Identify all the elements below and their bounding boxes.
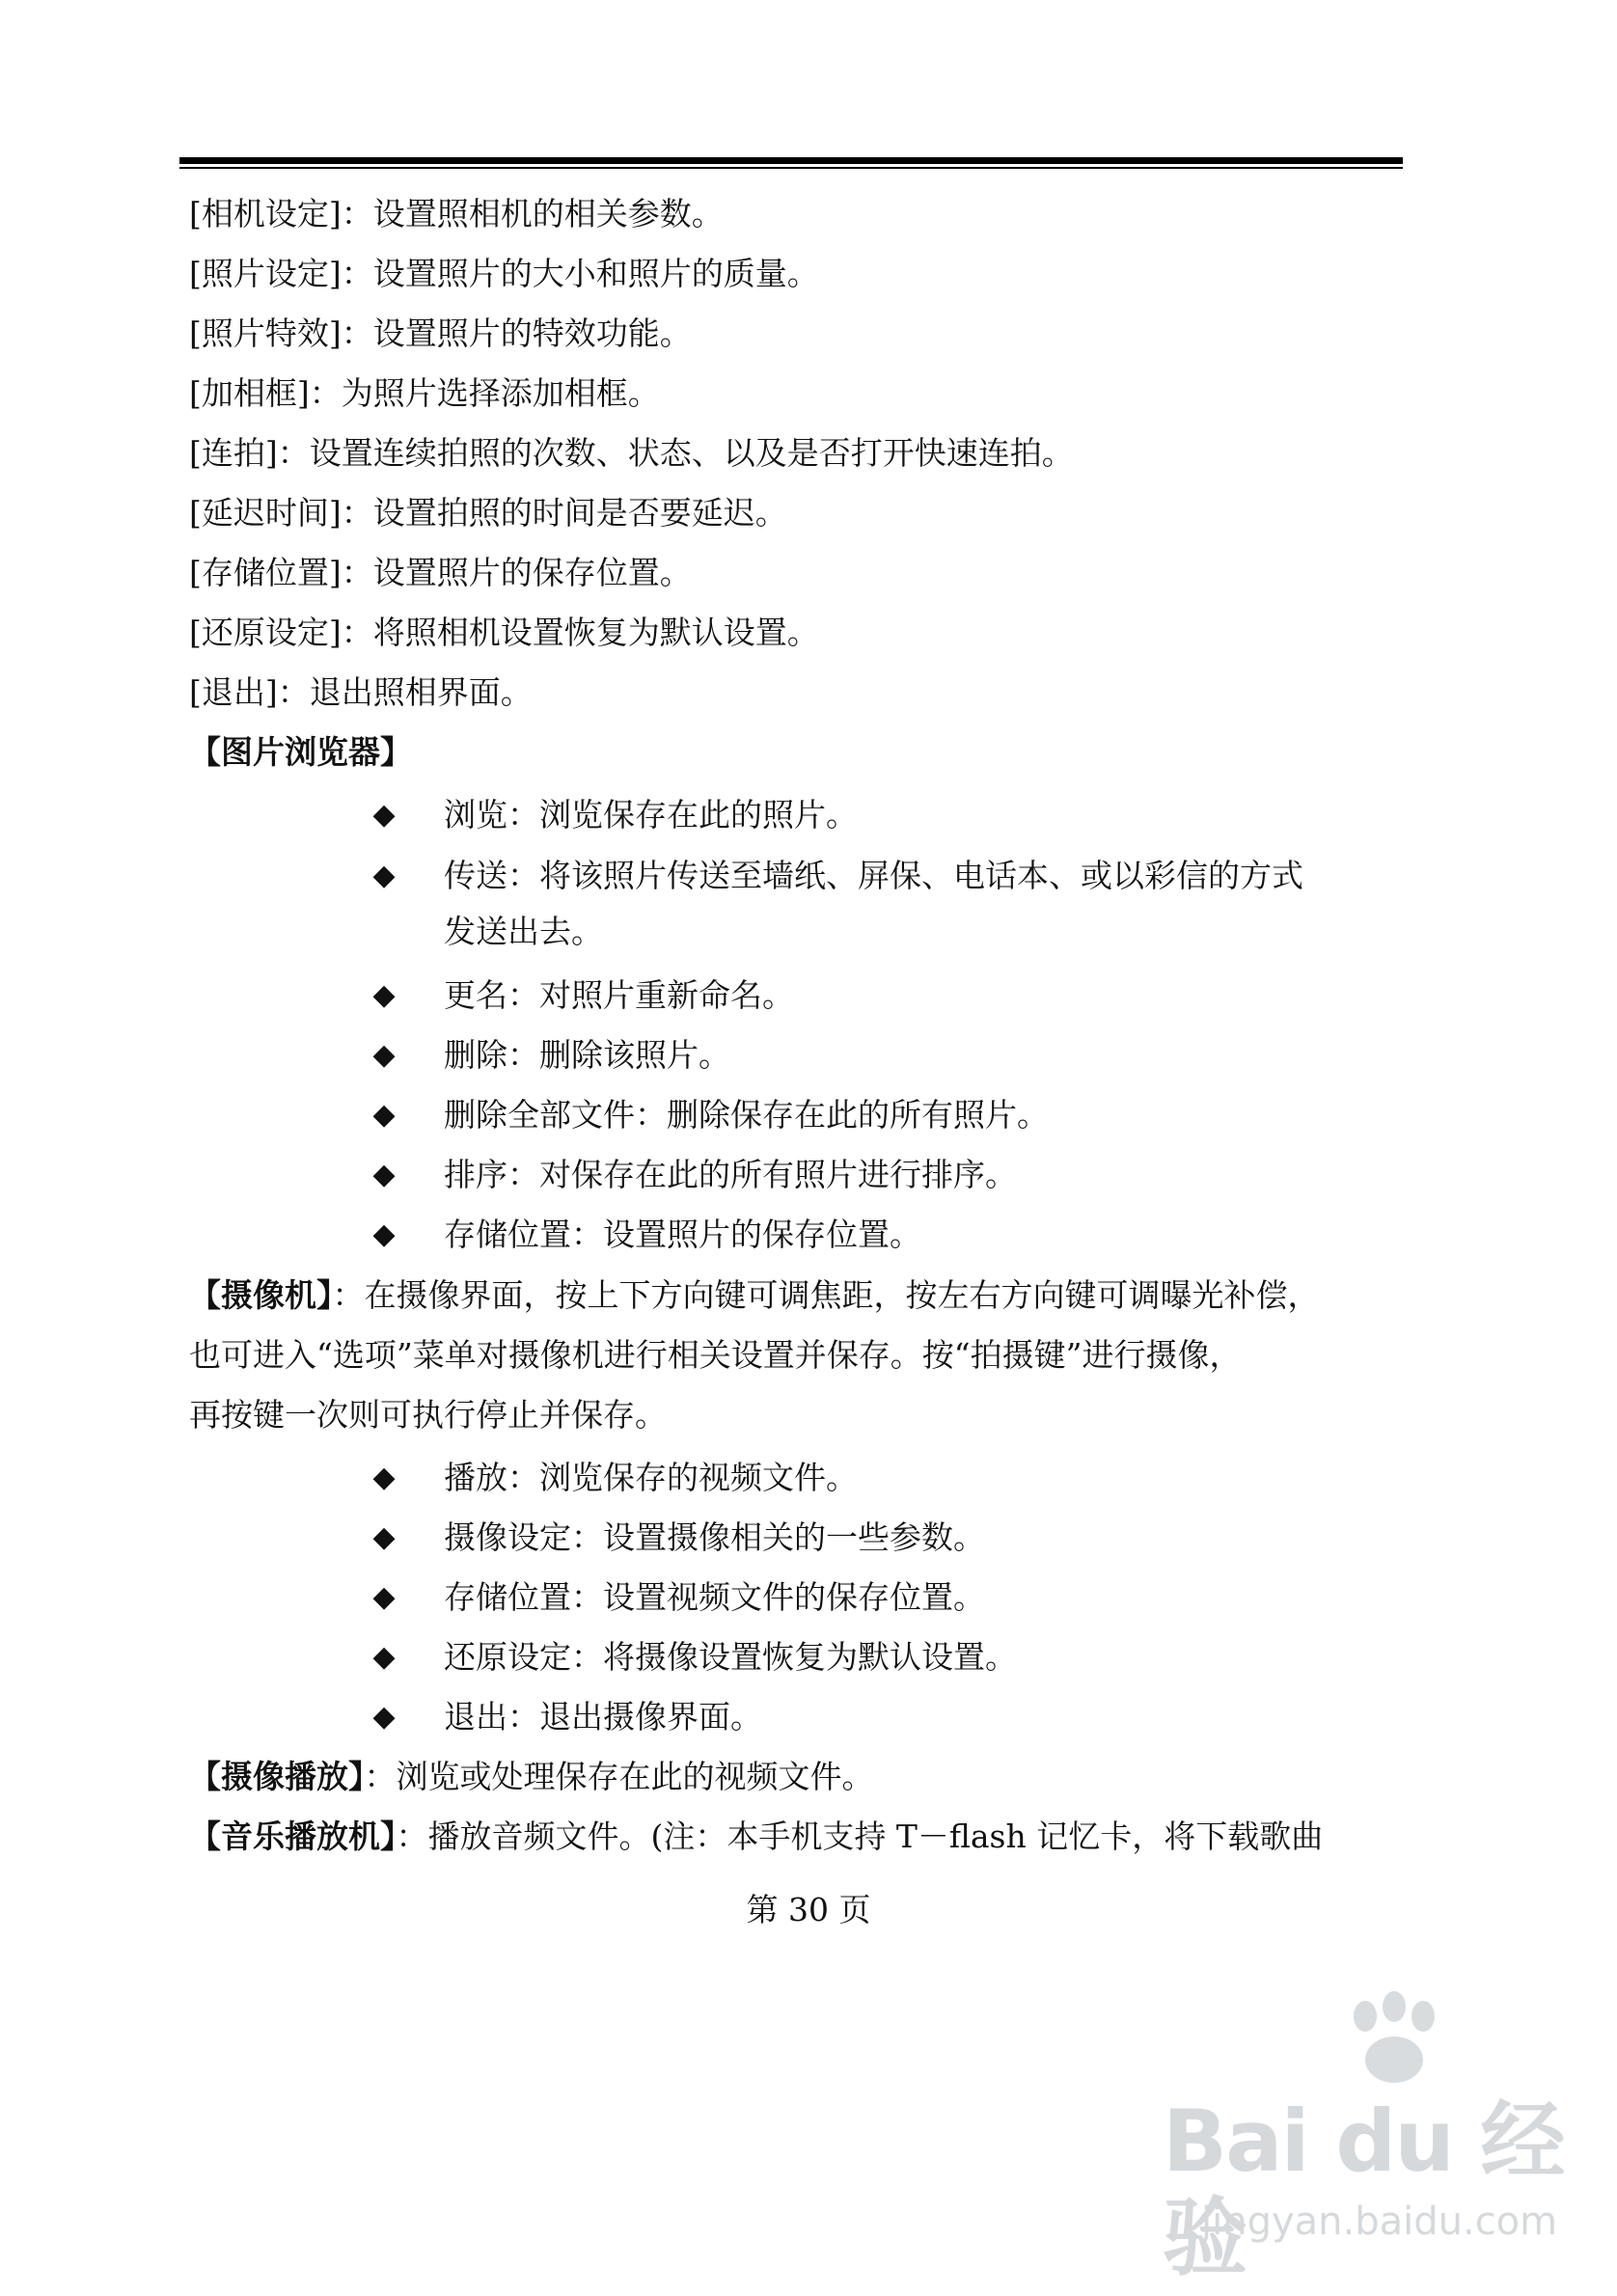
diamond-bullet-icon: ◆: [372, 798, 396, 832]
image-browser-item: 删除：删除该照片。: [444, 1036, 730, 1074]
video-camera-text: 也可进入“选项”菜单对摄像机进行相关设置并保存。按“拍摄键”进行摄像，: [189, 1336, 1242, 1374]
watermark-url: jingyan.baidu.com: [1201, 2200, 1558, 2244]
camera-setting-line: [连拍]：设置连续拍照的次数、状态、以及是否打开快速连拍。: [189, 434, 1074, 472]
video-player-line: [189, 1758, 1405, 1796]
video-camera-paragraph: [189, 1276, 1405, 1456]
diamond-bullet-icon: ◆: [372, 1580, 396, 1614]
header-rule-thin: [179, 167, 1403, 169]
image-browser-item: 更名：对照片重新命名。: [444, 976, 794, 1014]
paw-icon: [1336, 1987, 1452, 2093]
image-browser-heading: 【图片浏览器】: [189, 733, 412, 771]
header-rule-thick: [179, 157, 1403, 164]
video-player-heading: 【摄像播放】: [189, 1758, 365, 1795]
image-browser-item: 删除全部文件：删除保存在此的所有照片。: [444, 1096, 1049, 1134]
diamond-bullet-icon: ◆: [372, 859, 396, 892]
video-camera-item: 摄像设定：设置摄像相关的一些参数。: [444, 1518, 985, 1556]
image-browser-item: 存储位置：设置照片的保存位置。: [444, 1216, 921, 1253]
camera-setting-line: [照片特效]：设置照片的特效功能。: [189, 314, 692, 352]
video-camera-item: 存储位置：设置视频文件的保存位置。: [444, 1578, 985, 1616]
diamond-bullet-icon: ◆: [372, 1461, 396, 1494]
music-player-text: ：播放音频文件。(注：本手机支持 T－flash 记忆卡，将下载歌曲: [396, 1818, 1324, 1855]
image-browser-item-continuation: 发送出去。: [444, 913, 603, 950]
video-camera-item: 还原设定：将摄像设置恢复为默认设置。: [444, 1638, 1017, 1676]
image-browser-item: 浏览：浏览保存在此的照片。: [444, 796, 858, 834]
baidu-watermark: [1163, 1987, 1568, 2287]
image-browser-item: 排序：对保存在此的所有照片进行排序。: [444, 1156, 1017, 1193]
diamond-bullet-icon: ◆: [372, 1217, 396, 1251]
video-camera-text: 再按键一次则可执行停止并保存。: [189, 1396, 667, 1434]
camera-setting-line: [退出]：退出照相界面。: [189, 673, 533, 711]
camera-setting-line: [相机设定]：设置照相机的相关参数。: [189, 195, 724, 232]
diamond-bullet-icon: ◆: [372, 1520, 396, 1554]
diamond-bullet-icon: ◆: [372, 1640, 396, 1674]
camera-setting-line: [延迟时间]：设置拍照的时间是否要延迟。: [189, 494, 787, 532]
diamond-bullet-icon: ◆: [372, 1700, 396, 1734]
video-camera-item: 播放：浏览保存的视频文件。: [444, 1459, 858, 1496]
camera-setting-line: [照片设定]：设置照片的大小和照片的质量。: [189, 255, 819, 292]
camera-setting-line: [加相框]：为照片选择添加相框。: [189, 374, 660, 412]
image-browser-item: 传送：将该照片传送至墙纸、屏保、电话本、或以彩信的方式: [444, 857, 1303, 894]
music-player-heading: 【音乐播放机】: [189, 1818, 397, 1855]
video-camera-heading: 【摄像机】: [189, 1276, 333, 1314]
page-number: 第 30 页: [746, 1891, 871, 1928]
camera-setting-line: [还原设定]：将照相机设置恢复为默认设置。: [189, 614, 819, 651]
diamond-bullet-icon: ◆: [372, 1098, 396, 1132]
watermark-brand: Bai du 经验: [1163, 2091, 1564, 2287]
diamond-bullet-icon: ◆: [372, 1038, 396, 1072]
diamond-bullet-icon: ◆: [372, 1158, 396, 1191]
diamond-bullet-icon: ◆: [372, 978, 396, 1012]
video-camera-item: 退出：退出摄像界面。: [444, 1698, 762, 1736]
video-player-text: ：浏览或处理保存在此的视频文件。: [364, 1758, 874, 1795]
video-camera-text: ：在摄像界面，按上下方向键可调焦距，按左右方向键可调曝光补偿，: [332, 1276, 1320, 1314]
camera-setting-line: [存储位置]：设置照片的保存位置。: [189, 554, 692, 591]
music-player-line: [189, 1818, 1405, 1856]
